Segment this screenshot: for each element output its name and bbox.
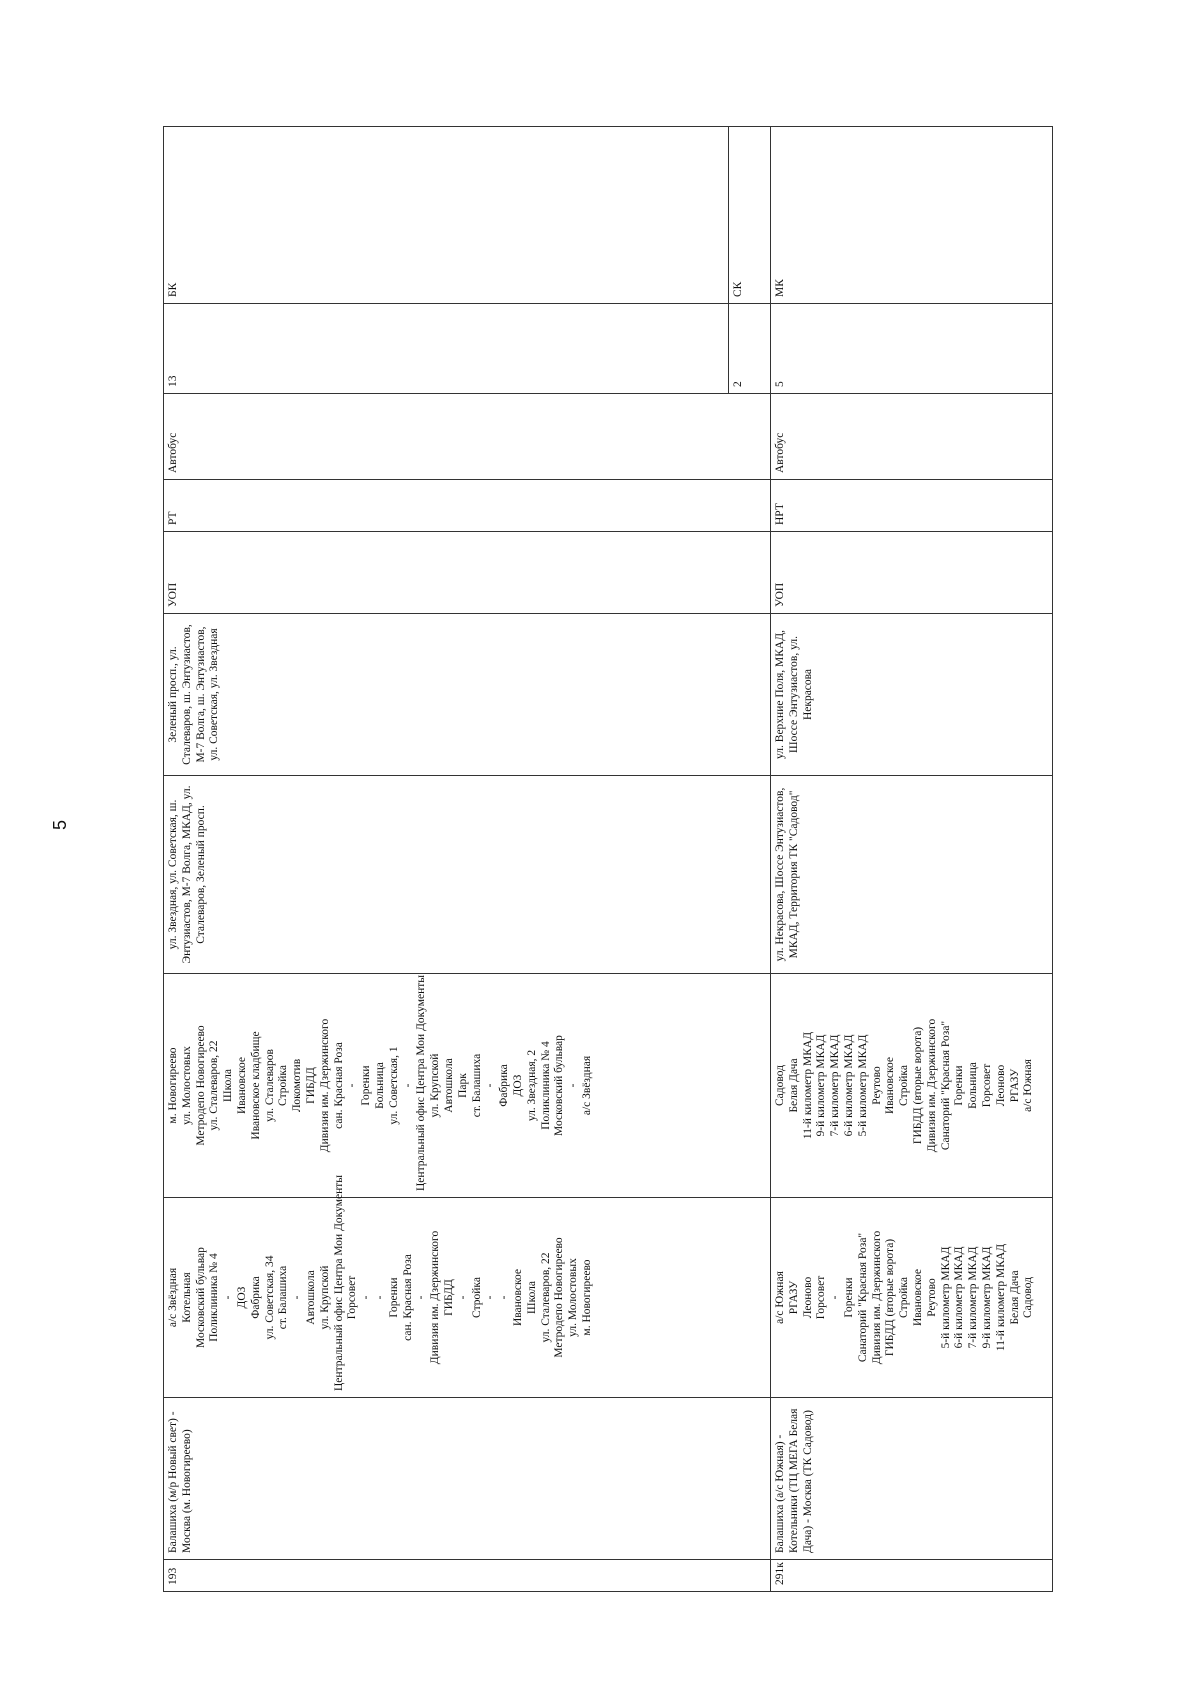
stop-name: м. Новогиреево bbox=[580, 1259, 593, 1336]
stop-name: - bbox=[498, 1295, 511, 1300]
stop-name: Стройка bbox=[898, 1277, 911, 1318]
vehicle-type: Автобус bbox=[771, 394, 1053, 480]
stop-name: Стройка bbox=[277, 1065, 290, 1106]
vehicle-class: БК bbox=[164, 127, 729, 304]
route-name: Балашиха (м/р Новый свет) - Москва (м. Новогиреево) bbox=[164, 1398, 771, 1560]
stop-name: ГИБДД bbox=[442, 1279, 455, 1316]
stop-name: 7-й километр МКАД bbox=[829, 1034, 842, 1137]
stop-name: Автошкола bbox=[442, 1058, 455, 1113]
route-name: Балашиха (а/с Южная) - Котельники (ТЦ МЕГА Белая Дача) - Москва (ТК Садовод) bbox=[771, 1398, 1053, 1560]
stop-name: сан. Красная Роза bbox=[332, 1042, 345, 1129]
streets-backward: Зеленый просп., ул. Сталеваров, ш. Энтузиастов, М-7 Волга, ш. Энтузиастов, ул. Советская, ул. Звездная bbox=[164, 614, 771, 776]
streets-forward: ул. Некрасова, Шоссе Энтузиастов, МКАД, Территория ТК "Садовод" bbox=[771, 776, 1053, 974]
stop-name: - bbox=[360, 1295, 373, 1300]
stop-name: Московский бульвар bbox=[194, 1247, 207, 1348]
stop-name: Автошкола bbox=[304, 1270, 317, 1325]
stop-name: ул. Сталеваров bbox=[263, 1049, 276, 1122]
stop-name: - bbox=[456, 1295, 469, 1300]
stop-name: Дивизия им. Дзержинского bbox=[870, 1230, 883, 1365]
stop-name: Горенки bbox=[842, 1277, 855, 1318]
stop-name: Московский бульвар bbox=[553, 1035, 566, 1136]
route-number: 193 bbox=[164, 1560, 771, 1592]
stop-name: а/с Южная bbox=[1022, 1059, 1035, 1112]
stop-name: ул. Молостовых bbox=[567, 1258, 580, 1337]
stop-name: Метродепо Новогиреево bbox=[194, 1025, 207, 1146]
stop-name: Ивановское кладбище bbox=[249, 1031, 262, 1140]
route-table bbox=[163, 126, 1053, 1592]
stop-name: - bbox=[829, 1295, 842, 1300]
page-number: 5 bbox=[50, 819, 70, 830]
stop-name: 9-й километр МКАД bbox=[815, 1034, 828, 1137]
stop-name: 7-й километр МКАД bbox=[967, 1246, 980, 1349]
stop-name: ул. Сталеваров, 22 bbox=[539, 1252, 552, 1343]
stops-backward bbox=[164, 974, 771, 1198]
stop-name: ул. Сталеваров, 22 bbox=[208, 1040, 221, 1131]
route-table-rotated bbox=[163, 127, 1043, 1592]
stop-name: Парк bbox=[456, 1073, 469, 1098]
stops-forward bbox=[164, 1175, 771, 1398]
stop-name: Садовод bbox=[774, 1065, 786, 1106]
stop-name: 6-й километр МКАД bbox=[953, 1246, 966, 1349]
route-row-291k bbox=[771, 127, 1053, 1592]
stop-order: УОП bbox=[164, 532, 771, 614]
stop-name: ГИБДД (вторые ворота) bbox=[884, 1238, 897, 1357]
vehicle-class: СК bbox=[729, 127, 771, 304]
stop-name: - bbox=[373, 1295, 386, 1300]
stop-name: Ивановское bbox=[235, 1056, 248, 1115]
stop-name: - bbox=[222, 1295, 235, 1300]
stop-name: Горенки bbox=[953, 1065, 966, 1106]
vehicle-class: МК bbox=[771, 127, 1053, 304]
stop-name: Фабрика bbox=[498, 1064, 511, 1107]
stop-name: а/с Звёздная bbox=[167, 1267, 179, 1328]
stop-name: ДОЗ bbox=[235, 1286, 248, 1309]
stop-name: Леоново bbox=[994, 1064, 1007, 1107]
tariff: РТ bbox=[164, 480, 771, 532]
stop-name: Белая Дача bbox=[787, 1058, 800, 1113]
stop-name: Центральный офис Центра Мои Документы bbox=[415, 975, 428, 1191]
stop-name: 5-й километр МКАД bbox=[856, 1034, 869, 1137]
stop-name: а/с Звёздная bbox=[580, 1055, 593, 1116]
stop-name: ул. Звездная, 2 bbox=[525, 1049, 538, 1122]
stop-name: Центральный офис Центра Мои Документы bbox=[332, 1175, 345, 1391]
stop-name: а/с Южная bbox=[774, 1271, 786, 1324]
stop-name: 11-й километр МКАД bbox=[994, 1243, 1007, 1352]
stop-name: Котельная bbox=[180, 1272, 193, 1323]
tariff: НРТ bbox=[771, 480, 1053, 532]
stop-name: Горсовет bbox=[346, 1275, 359, 1320]
stop-name: Ивановское bbox=[911, 1268, 924, 1327]
stop-order: УОП bbox=[771, 532, 1053, 614]
vehicle-type: Автобус bbox=[164, 394, 771, 480]
stop-name: Дивизия им. Дзержинского bbox=[925, 1018, 938, 1153]
stop-name: - bbox=[346, 1083, 359, 1088]
stop-name: Реутово bbox=[925, 1278, 938, 1317]
stop-name: Ивановское bbox=[511, 1268, 524, 1327]
stop-name: Стройка bbox=[898, 1065, 911, 1106]
stop-name: ст. Балашиха bbox=[470, 1053, 483, 1118]
stop-name: Локомотив bbox=[291, 1058, 304, 1113]
route-row-193 bbox=[164, 127, 729, 1592]
stop-name: 6-й километр МКАД bbox=[842, 1034, 855, 1137]
streets-forward: ул. Звездная, ул. Советская, ш. Энтузиастов, М-7 Волга, МКАД, ул. Сталеваров, Зеленый просп. bbox=[164, 776, 771, 974]
stop-name: ул. Советская, 1 bbox=[387, 1046, 400, 1125]
stop-name: Больница bbox=[373, 1062, 386, 1109]
stop-name: - bbox=[484, 1295, 497, 1300]
stop-name: ул. Крупской bbox=[429, 1053, 442, 1118]
stop-name: Леоново bbox=[801, 1276, 814, 1319]
stop-name: - bbox=[415, 1295, 428, 1300]
stop-name: Больница bbox=[967, 1062, 980, 1109]
stop-name: ГИБДД (вторые ворота) bbox=[911, 1026, 924, 1145]
stop-name: Горенки bbox=[387, 1277, 400, 1318]
stop-name: Дивизия им. Дзержинского bbox=[429, 1230, 442, 1365]
stop-name: ГИБДД bbox=[304, 1067, 317, 1104]
stop-name: Стройка bbox=[470, 1277, 483, 1318]
stop-name: ДОЗ bbox=[511, 1074, 524, 1097]
route-number: 291к bbox=[771, 1560, 1053, 1592]
stops-forward bbox=[771, 1198, 1053, 1398]
stop-name: ул. Молостовых bbox=[180, 1046, 193, 1125]
stop-name: ст. Балашиха bbox=[277, 1265, 290, 1330]
stop-name: РГАЗУ bbox=[787, 1280, 800, 1315]
stop-name: Фабрика bbox=[249, 1276, 262, 1319]
stop-name: - bbox=[567, 1083, 580, 1088]
stop-name: Поликлиника № 4 bbox=[539, 1041, 552, 1130]
stop-name: 9-й километр МКАД bbox=[980, 1246, 993, 1349]
stop-name: - bbox=[401, 1083, 414, 1088]
stop-name: 5-й километр МКАД bbox=[939, 1246, 952, 1349]
stop-name: Школа bbox=[222, 1068, 235, 1103]
stop-name: Поликлиника № 4 bbox=[208, 1253, 221, 1342]
stop-name: Санаторий "Красная Роза" bbox=[856, 1232, 869, 1363]
stop-name: - bbox=[291, 1295, 304, 1300]
stop-name: Санаторий "Красная Роза" bbox=[939, 1020, 952, 1151]
stop-name: Метродепо Новогиреево bbox=[553, 1237, 566, 1358]
stop-name: Ивановское bbox=[884, 1056, 897, 1115]
stop-name: сан. Красная Роза bbox=[401, 1254, 414, 1341]
stop-name: Горсовет bbox=[980, 1063, 993, 1108]
stop-name: Дивизия им. Дзержинского bbox=[318, 1018, 331, 1153]
stop-name: Реутово bbox=[870, 1066, 883, 1105]
stop-name: - bbox=[484, 1083, 497, 1088]
stop-name: Горенки bbox=[360, 1065, 373, 1106]
vehicle-count: 13 bbox=[164, 304, 729, 394]
stop-name: РГАЗУ bbox=[1008, 1068, 1021, 1103]
stop-name: Горсовет bbox=[815, 1275, 828, 1320]
stops-backward bbox=[771, 974, 1053, 1198]
stop-name: 11-й километр МКАД bbox=[801, 1031, 814, 1140]
stop-name: м. Новогиреево bbox=[167, 1047, 179, 1124]
vehicle-count: 5 bbox=[771, 304, 1053, 394]
stop-name: ул. Крупской bbox=[318, 1265, 331, 1330]
stop-name: Школа bbox=[525, 1280, 538, 1315]
stop-name: Садовод bbox=[1022, 1277, 1035, 1318]
stop-name: ул. Советская, 34 bbox=[263, 1255, 276, 1340]
streets-backward: ул. Верхние Поля, МКАД, Шоссе Энтузиастов, ул. Некрасова bbox=[771, 614, 1053, 776]
stop-name: Белая Дача bbox=[1008, 1270, 1021, 1325]
vehicle-count: 2 bbox=[729, 304, 771, 394]
